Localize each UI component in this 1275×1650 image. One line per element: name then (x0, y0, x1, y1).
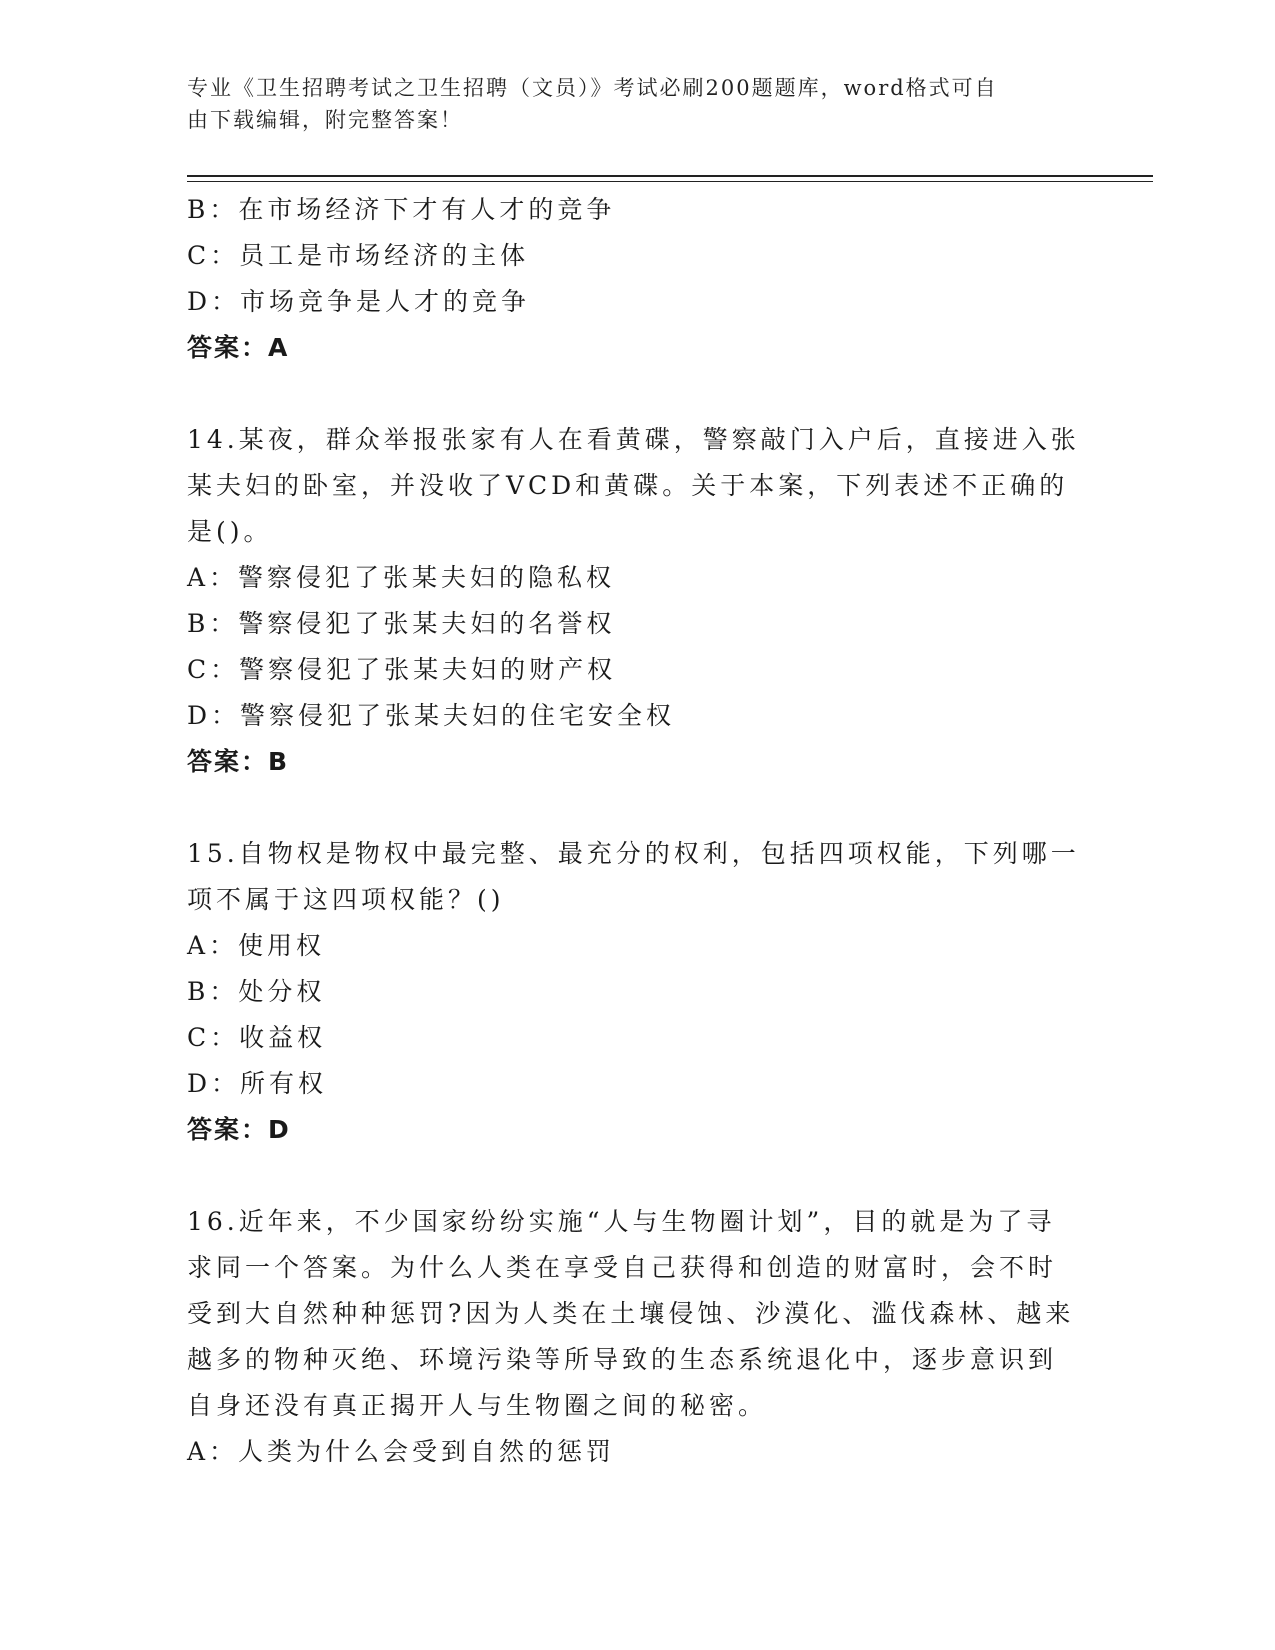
option-c: C：员工是市场经济的主体 (187, 241, 530, 270)
header-divider-thick (187, 175, 1153, 177)
answer-label: 答案：B (187, 747, 290, 776)
question-line: 越多的物种灭绝、环境污染等所导致的生态系统退化中，逐步意识到 (187, 1345, 1058, 1374)
question-15-block (187, 831, 1087, 1153)
question-13-block (187, 187, 1087, 371)
question-line: 15.自物权是物权中最完整、最充分的权利，包括四项权能，下列哪一 (187, 839, 1080, 868)
option-b: B：警察侵犯了张某夫妇的名誉权 (187, 609, 616, 638)
question-content (187, 187, 1087, 1475)
header-line-1: 专业《卫生招聘考试之卫生招聘（文员）》考试必刷200题题库，word格式可自 (187, 76, 998, 100)
option-d: D：警察侵犯了张某夫妇的住宅安全权 (187, 701, 676, 730)
question-text (187, 417, 1087, 555)
option-b: B：处分权 (187, 977, 326, 1006)
option-b: B：在市场经济下才有人才的竞争 (187, 195, 616, 224)
option-a: A：人类为什么会受到自然的惩罚 (187, 1437, 616, 1466)
question-line: 自身还没有真正揭开人与生物圈之间的秘密。 (187, 1391, 768, 1420)
header-divider-thin (187, 181, 1153, 182)
question-line: 某夫妇的卧室，并没收了VCD和黄碟。关于本案，下列表述不正确的 (187, 471, 1069, 500)
question-line: 求同一个答案。为什么人类在享受自己获得和创造的财富时，会不时 (187, 1253, 1058, 1282)
question-line: 项不属于这四项权能？() (187, 885, 505, 914)
question-line: 14.某夜，群众举报张家有人在看黄碟，警察敲门入户后，直接进入张 (187, 425, 1080, 454)
option-a: A：警察侵犯了张某夫妇的隐私权 (187, 563, 616, 592)
answer-label: 答案：A (187, 333, 290, 362)
option-a: A：使用权 (187, 931, 326, 960)
question-text (187, 1199, 1087, 1429)
option-c: C：收益权 (187, 1023, 327, 1052)
question-14-block (187, 417, 1087, 785)
option-d: D：所有权 (187, 1069, 328, 1098)
question-line: 受到大自然种种惩罚?因为人类在土壤侵蚀、沙漠化、滥伐森林、越来 (187, 1299, 1075, 1328)
question-line: 16.近年来，不少国家纷纷实施“人与生物圈计划”，目的就是为了寻 (187, 1207, 1056, 1236)
document-header (187, 72, 1087, 136)
question-line: 是()。 (187, 517, 273, 546)
question-16-block (187, 1199, 1087, 1475)
question-text (187, 831, 1087, 923)
option-c: C：警察侵犯了张某夫妇的财产权 (187, 655, 617, 684)
answer-label: 答案：D (187, 1115, 291, 1144)
option-d: D：市场竞争是人才的竞争 (187, 287, 531, 316)
header-line-2: 由下载编辑，附完整答案！ (187, 108, 463, 132)
